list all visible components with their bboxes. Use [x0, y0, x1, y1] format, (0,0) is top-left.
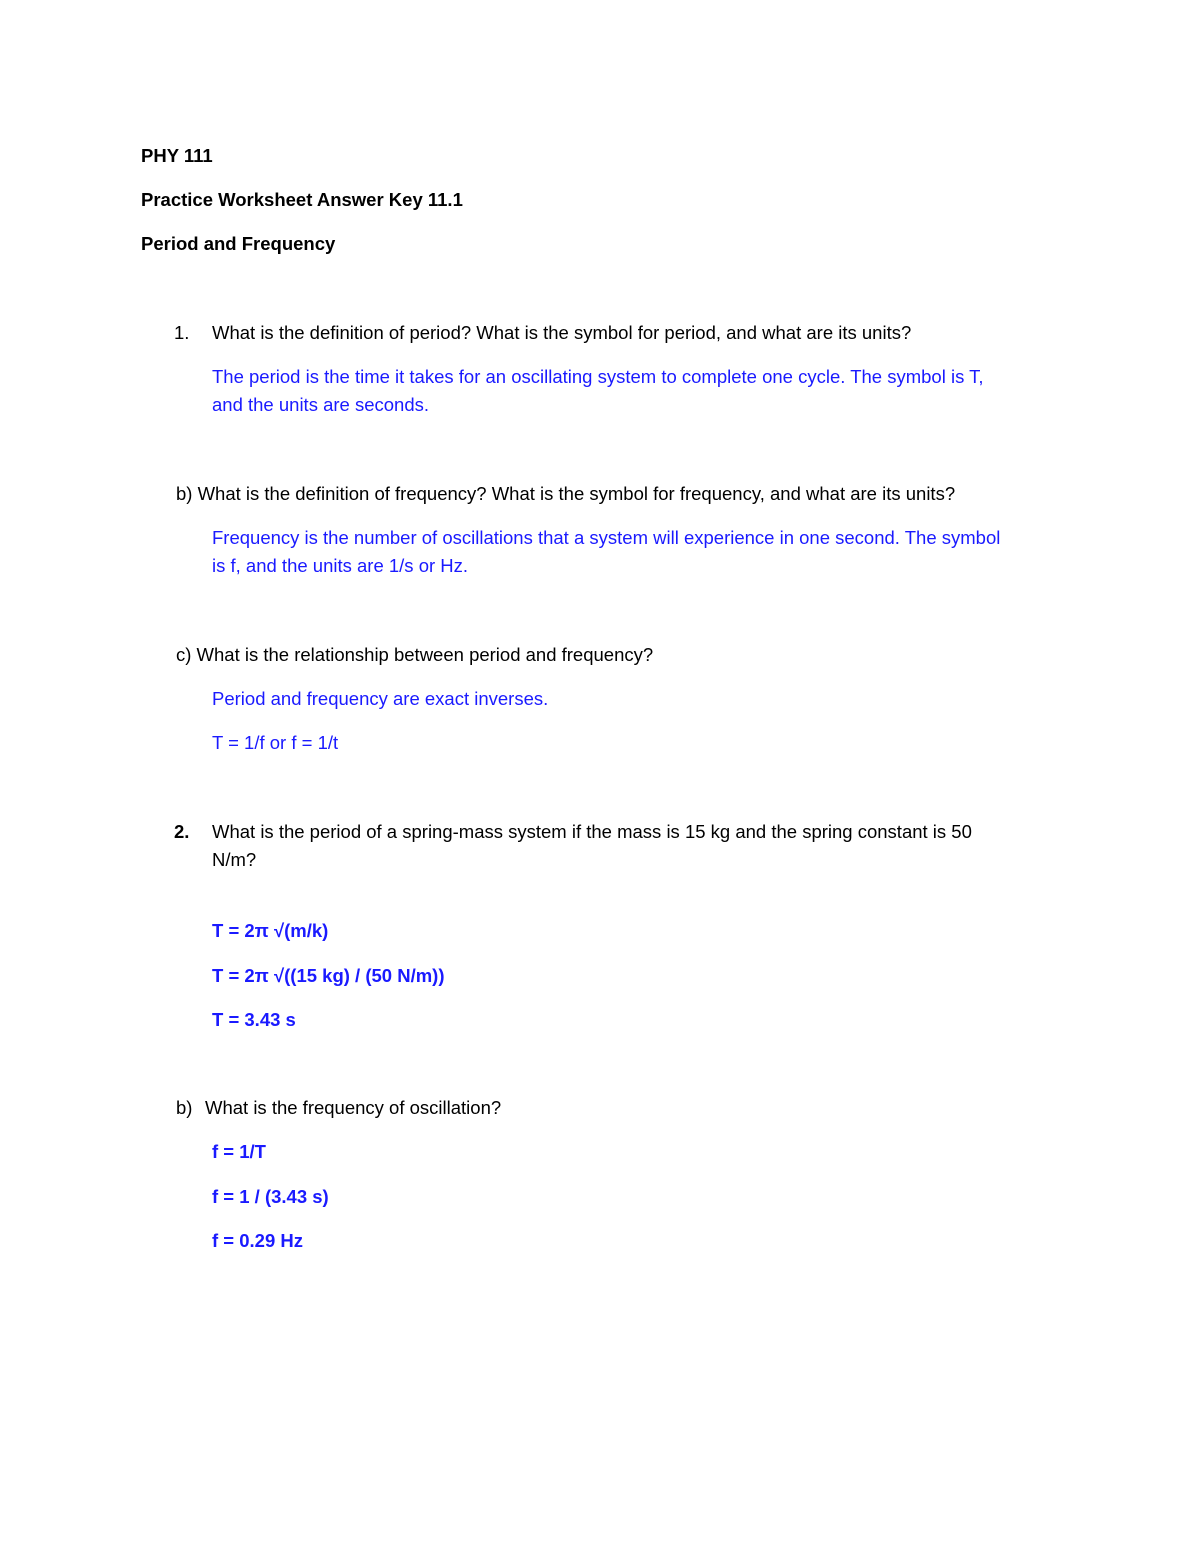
q2-question-line1: What is the period of a spring-mass system if the mass is 15 kg and the spring constant is 50: [212, 821, 972, 842]
q2-equation-3: T = 3.43 s: [212, 1009, 296, 1030]
q2-equation-2: T = 2π √((15 kg) / (50 N/m)): [212, 965, 445, 986]
course-code: PHY 111: [141, 145, 213, 166]
worksheet-title: Practice Worksheet Answer Key 11.1: [141, 189, 463, 210]
q1-answer-line1: The period is the time it takes for an oscillating system to complete one cycle. The symbol is T,: [212, 366, 984, 387]
q1-answer-line2: and the units are seconds.: [212, 394, 430, 415]
q1-number: 1.: [174, 322, 190, 343]
q2b-label: b): [176, 1097, 193, 1118]
q2-number: 2.: [174, 821, 190, 842]
q1b-answer-line1: Frequency is the number of oscillations that a system will experience in one second. The symbol: [212, 527, 1001, 548]
q2-question-line2: N/m?: [212, 849, 257, 870]
worksheet-subtitle: Period and Frequency: [141, 233, 336, 254]
q1-question: What is the definition of period? What is the symbol for period, and what are its units?: [212, 322, 912, 343]
q1c-answer-line2: T = 1/f or f = 1/t: [212, 732, 339, 753]
q1b-question: b) What is the definition of frequency? What is the symbol for frequency, and what are its units?: [176, 483, 956, 504]
q1c-answer-line1: Period and frequency are exact inverses.: [212, 688, 549, 709]
q2b-equation-3: f = 0.29 Hz: [212, 1230, 304, 1251]
q2b-equation-1: f = 1/T: [212, 1141, 266, 1162]
q2b-equation-2: f = 1 / (3.43 s): [212, 1186, 329, 1207]
q1c-question: c) What is the relationship between period and frequency?: [176, 644, 654, 665]
q2b-question: What is the frequency of oscillation?: [205, 1097, 502, 1118]
q1b-answer-line2: is f, and the units are 1/s or Hz.: [212, 555, 469, 576]
q2-equation-1: T = 2π √(m/k): [212, 920, 329, 941]
